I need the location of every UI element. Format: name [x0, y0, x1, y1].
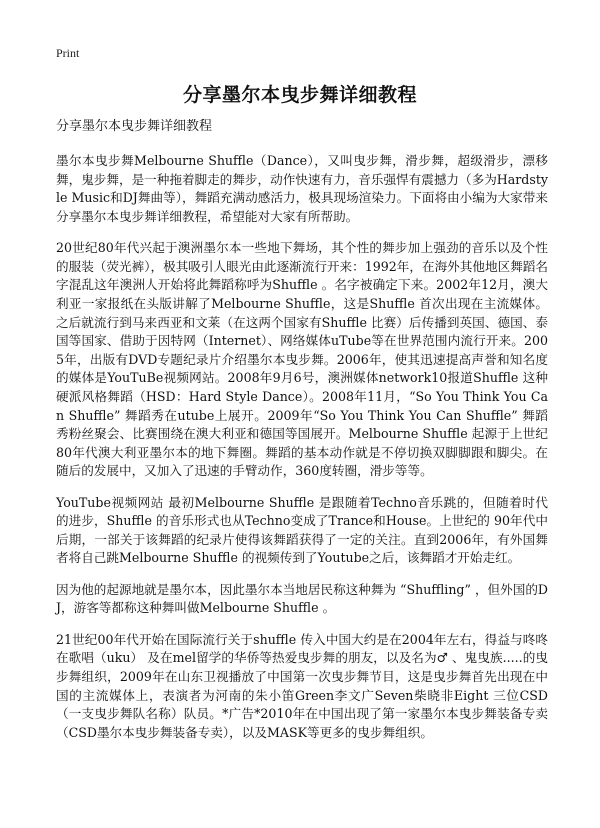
paragraph-youtube: YouTube视频网站 最初Melbourne Shuffle 是跟随着Techno音乐跳的，但随着时代的进步，Shuffle 的音乐形式也从Techno变成了Trance和House。上世纪的 90年代中后期，一部关于该舞蹈的纪录片使得该舞蹈获得了一定的关注。直到2006年，有外国舞者将自己跳Melbourne Shuffle 的视频传到了Youtube之后，该舞蹈才开始走红。	[56, 494, 548, 566]
paragraph-history: 20世纪80年代兴起于澳洲墨尔本一些地下舞场，其个性的舞步加上强劲的音乐以及个性的服装（荧光裤），极其吸引人眼光由此逐渐流行开来：1992年，在海外其他地区舞蹈名字混乱这年澳洲人开始将此舞蹈称呼为Shuffle 。名字被确定下来。2002年12月，澳大利亚一家报纸在头版讲解了Melbourne Shuffle，这是Shuffle 首次出现在主流媒体。之后就流行到马来西亚和文莱（在这两个国家有Shuffle 比赛）后传播到英国、德国、泰国等国家、借助于因特网（Internet）、网络媒体uTube等在世界范围内流行开来。2005年，出版有DVD专题纪录片介绍墨尔本曳步舞。2006年，使其迅速提高声誉和知名度的媒体是YouTuBe视频网站。2008年9月6号，澳洲媒体network10报道Shuffle 这种硬派风格舞蹈（HSD：Hard Style Dance）。2008年11月，“So You Think You Can Shuffle” 舞蹈秀在utube上展开。2009年“So You Think You Can Shuffle” 舞蹈秀粉丝聚会、比赛围绕在澳大利亚和德国等国展开。Melbourne Shuffle 起源于上世纪80年代澳大利亚墨尔本的地下舞圈。舞蹈的基本动作就是不停切换双脚脚跟和脚尖。在随后的发展中，又加入了迅速的手臂动作，360度转圈，滑步等等。	[56, 240, 548, 479]
article-body	[56, 118, 548, 755]
print-link[interactable]: Print	[56, 46, 80, 60]
paragraph-intro: 墨尔本曳步舞Melbourne Shuffle（Dance），又叫曳步舞，滑步舞，超级滑步，漂移舞，鬼步舞，是一种拖着脚走的舞步，动作快速有力，音乐强悍有震撼力（多为Hardstyle Music和DJ舞曲等），舞蹈充满动感活力，极具现场渲染力。下面将由小编为大家带来分享墨尔本曳步舞详细教程，希望能对大家有所帮助。	[56, 153, 548, 224]
article-subtitle: 分享墨尔本曳步舞详细教程	[56, 119, 213, 134]
page-title: 分享墨尔本曳步舞详细教程	[182, 84, 417, 106]
paragraph-origin-name: 因为他的起源地就是墨尔本，因此墨尔本当地居民称这种舞为 “Shuffling” ，但外国的DJ，游客等都称这种舞叫做Melbourne Shuffle 。	[56, 581, 549, 616]
paragraph-china: 21世纪00年代开始在国际流行关于shuffle 传入中国大约是在2004年左右，得益与咚咚在歌唱（uku） 及在mel留学的华侨等热爱曳步舞的朋友，以及名为♂ 、鬼曳族.....的曳步舞组织，2009年在山东卫视播放了中国第一次曳步舞节目，这是曳步舞首先出现在中国的主流媒体上，表演者为河南的朱小笛Green李文广Seven柴晓非Eight 三位CSD（一支曳步舞队名称）队员。*广告*2010年在中国出现了第一家墨尔本曳步舞装备专卖（CSD墨尔本曳步舞装备专卖），以及MASK等更多的曳步舞组织。	[56, 631, 548, 740]
